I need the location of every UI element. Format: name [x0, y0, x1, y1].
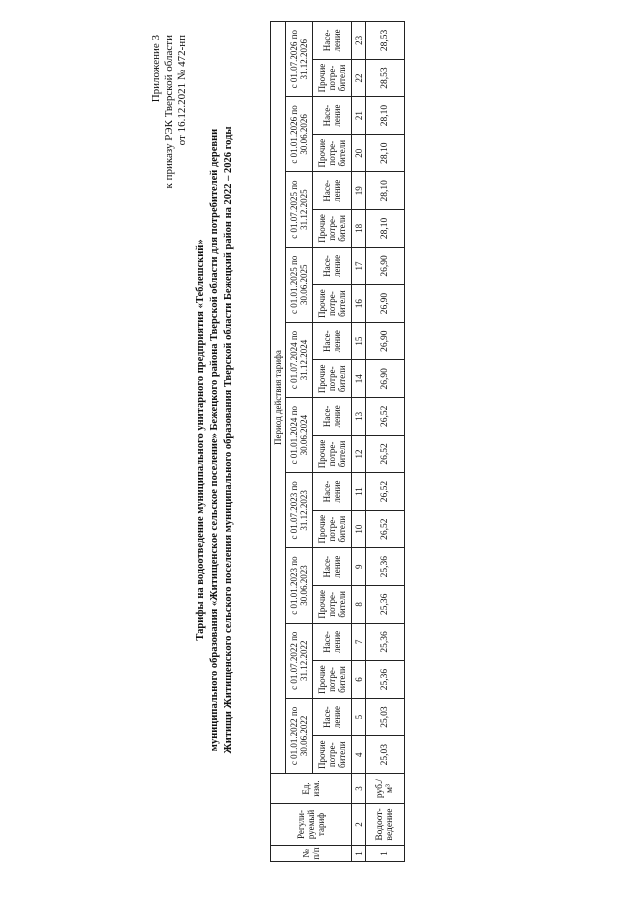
column-number: 12	[352, 435, 366, 473]
group-population: Насе-ление	[313, 398, 352, 436]
tariff-value: 26,90	[366, 360, 405, 398]
column-number: 9	[352, 548, 366, 586]
tariff-value: 25,36	[366, 661, 405, 699]
tariff-value: 28,53	[366, 59, 405, 97]
column-number: 11	[352, 473, 366, 511]
group-population: Насе-ление	[313, 97, 352, 135]
period-range: с 01.07.2026 по 31.12.2026	[286, 22, 313, 97]
document-title	[194, 0, 236, 880]
group-population: Насе-ление	[313, 247, 352, 285]
tariff-value: 26,52	[366, 398, 405, 436]
column-number: 20	[352, 134, 366, 172]
column-number: 17	[352, 247, 366, 285]
column-number: 22	[352, 59, 366, 97]
title-line: Тарифы на водоотведение муниципального унитарного предприятия «Теблешский»	[195, 239, 206, 641]
group-population: Насе-ление	[313, 698, 352, 736]
group-population: Насе-ление	[313, 22, 352, 60]
group-population: Насе-ление	[313, 623, 352, 661]
column-number: 18	[352, 210, 366, 248]
group-other-consumers: Прочие потре-бители	[313, 510, 352, 548]
period-range: с 01.07.2025 по 31.12.2025	[286, 172, 313, 247]
tariff-table	[270, 21, 405, 862]
header-unit: Ед. изм.	[271, 774, 352, 804]
tariff-value: 25,36	[366, 586, 405, 624]
column-number: 16	[352, 285, 366, 323]
column-number: 5	[352, 698, 366, 736]
column-number: 10	[352, 510, 366, 548]
tariff-value: 26,90	[366, 247, 405, 285]
tariff-value: 26,52	[366, 510, 405, 548]
period-range: с 01.07.2022 по 31.12.2022	[286, 623, 313, 698]
group-other-consumers: Прочие потре-бители	[313, 360, 352, 398]
column-number: 7	[352, 623, 366, 661]
tariff-value: 28,10	[366, 172, 405, 210]
column-number: 23	[352, 22, 366, 60]
period-range: с 01.07.2024 по 31.12.2024	[286, 322, 313, 397]
column-number: 19	[352, 172, 366, 210]
group-other-consumers: Прочие потре-бители	[313, 435, 352, 473]
document-page	[150, 0, 550, 880]
tariff-value: 26,90	[366, 322, 405, 360]
column-number: 4	[352, 736, 366, 774]
appendix-line: Приложение 3	[150, 35, 162, 103]
tariff-value: 25,36	[366, 548, 405, 586]
appendix-header	[150, 35, 189, 235]
column-number: 14	[352, 360, 366, 398]
appendix-line: от 16.12.2021 № 472-нп	[176, 35, 188, 146]
column-number: 6	[352, 661, 366, 699]
header-tariff: Регули-руемый тариф	[271, 804, 352, 846]
appendix-line: к приказу РЭК Тверской области	[163, 35, 175, 189]
column-number: 21	[352, 97, 366, 135]
column-number: 15	[352, 322, 366, 360]
header-no: № п/п	[271, 846, 352, 862]
tariff-value: 28,10	[366, 210, 405, 248]
column-number: 3	[352, 774, 366, 804]
group-population: Насе-ление	[313, 548, 352, 586]
group-other-consumers: Прочие потре-бители	[313, 586, 352, 624]
tariff-value: 26,90	[366, 285, 405, 323]
period-range: с 01.01.2026 по 30.06.2026	[286, 97, 313, 172]
tariff-value: 28,10	[366, 134, 405, 172]
group-other-consumers: Прочие потре-бители	[313, 661, 352, 699]
tariff-value: 28,53	[366, 22, 405, 60]
group-other-consumers: Прочие потре-бители	[313, 736, 352, 774]
period-range: с 01.07.2023 по 31.12.2023	[286, 473, 313, 548]
group-other-consumers: Прочие потре-бители	[313, 285, 352, 323]
tariff-value: 25,03	[366, 736, 405, 774]
period-range: с 01.01.2025 по 30.06.2025	[286, 247, 313, 322]
group-other-consumers: Прочие потре-бители	[313, 59, 352, 97]
tariff-value: 28,10	[366, 97, 405, 135]
group-population: Насе-ление	[313, 473, 352, 511]
tariff-value: 25,03	[366, 698, 405, 736]
column-number: 8	[352, 586, 366, 624]
period-range: с 01.01.2022 по 30.06.2022	[286, 698, 313, 773]
group-population: Насе-ление	[313, 322, 352, 360]
header-period: Период действия тарифа	[271, 22, 286, 774]
tariff-value: 26,52	[366, 473, 405, 511]
row-unit: руб./м³	[366, 774, 405, 804]
column-number: 13	[352, 398, 366, 436]
group-other-consumers: Прочие потре-бители	[313, 134, 352, 172]
period-range: с 01.01.2023 по 30.06.2023	[286, 548, 313, 623]
column-number: 1	[352, 846, 366, 862]
tariff-value: 26,52	[366, 435, 405, 473]
title-line: Житищи Житищенского сельского поселения муниципального образования Тверской области Бежецкий район на 2022 – 2026 годы	[223, 126, 234, 754]
column-number: 2	[352, 804, 366, 846]
tariff-value: 25,36	[366, 623, 405, 661]
title-line: муниципального образования «Житищенское сельское поселение» Бежецкого района Тверской области для потребителей деревни	[209, 128, 220, 752]
group-population: Насе-ление	[313, 172, 352, 210]
period-range: с 01.01.2024 по 30.06.2024	[286, 398, 313, 473]
row-no: 1	[366, 846, 405, 862]
group-other-consumers: Прочие потре-бители	[313, 210, 352, 248]
row-tariff: Водоот-ведение	[366, 804, 405, 846]
